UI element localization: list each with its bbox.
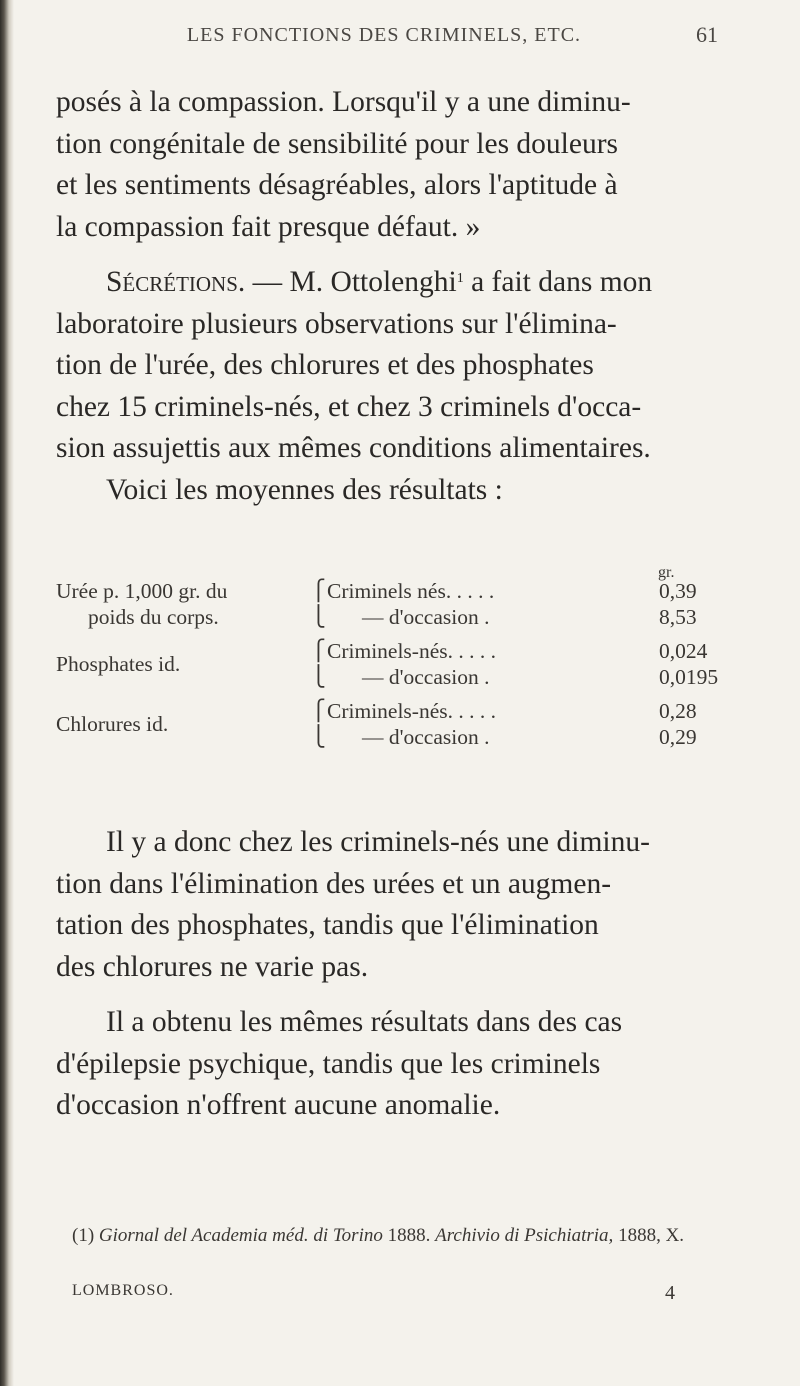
text-line: Il y a donc chez les criminels-nés une diminu- bbox=[106, 826, 650, 858]
text-line: Il a obtenu les mêmes résultats dans des cas bbox=[106, 1006, 623, 1038]
row-label: poids du corps. bbox=[88, 605, 219, 629]
text-line: des chlorures ne varie pas. bbox=[56, 950, 369, 983]
sheet-number: 4 bbox=[665, 1282, 675, 1304]
text-line: sion assujettis aux mêmes conditions alimentaires. bbox=[56, 432, 651, 464]
section-heading: Sécrétions. bbox=[106, 266, 246, 298]
row-description: — d'occasion . bbox=[362, 725, 490, 749]
text-line: d'épilepsie psychique, tandis que les criminels bbox=[56, 1047, 601, 1080]
signature-mark: LOMBROSO. bbox=[72, 1282, 174, 1299]
row-description: Criminels-nés. . . . . bbox=[327, 639, 496, 663]
row-value: 0,29 bbox=[659, 725, 697, 749]
text-line: tation des phosphates, tandis que l'élimination bbox=[56, 909, 599, 941]
table-row bbox=[56, 578, 740, 604]
row-value: 0,0195 bbox=[659, 665, 719, 689]
text-line: laboratoire plusieurs observations sur l'élimina- bbox=[56, 307, 617, 340]
page-number: 61 bbox=[696, 22, 718, 47]
row-value: 0,024 bbox=[659, 639, 708, 663]
footnote-year: 1888. bbox=[382, 1225, 436, 1246]
paragraph-secretions bbox=[56, 262, 740, 511]
brace-glyph: ⎩ bbox=[311, 606, 326, 628]
text-line bbox=[56, 262, 740, 304]
text-line: d'occasion n'offrent aucune anomalie. bbox=[56, 1089, 501, 1121]
footnote-tail: 1888, X. bbox=[613, 1225, 685, 1246]
text-line: la compassion fait presque défaut. » bbox=[56, 210, 481, 243]
running-head: LES FONCTIONS DES CRIMINELS, ETC. bbox=[186, 24, 582, 46]
row-value: 0,39 bbox=[659, 579, 697, 603]
text-line: posés à la compassion. Lorsqu'il y a une diminu- bbox=[56, 86, 631, 118]
row-value: 8,53 bbox=[659, 605, 697, 629]
text-line: chez 15 criminels-nés, et chez 3 criminels d'occa- bbox=[56, 390, 642, 423]
brace-glyph: ⎧ bbox=[311, 640, 326, 662]
table-row bbox=[56, 604, 740, 630]
row-label: Urée p. 1,000 gr. du bbox=[56, 579, 228, 603]
row-label: Phosphates id. bbox=[56, 652, 181, 676]
footnote-archive: Archivio di Psichiatria, bbox=[435, 1225, 614, 1246]
table-row bbox=[56, 664, 740, 690]
table-row bbox=[56, 698, 740, 736]
row-value: 0,28 bbox=[659, 699, 697, 723]
paragraph-compassion bbox=[56, 82, 740, 248]
table-row bbox=[56, 638, 740, 676]
text-run: a fait dans mon bbox=[463, 266, 653, 298]
row-description: — d'occasion . bbox=[362, 605, 490, 629]
footnote-reference: 1 bbox=[456, 271, 464, 286]
footnote-number: (1) bbox=[72, 1225, 95, 1246]
table-row bbox=[56, 724, 740, 750]
row-label: Chlorures id. bbox=[56, 712, 169, 736]
row-description: Criminels nés. . . . . bbox=[327, 579, 495, 603]
brace-glyph: ⎩ bbox=[311, 726, 326, 748]
unit-label: gr. bbox=[658, 564, 675, 581]
text-line: et les sentiments désagréables, alors l'aptitude à bbox=[56, 169, 618, 201]
text-line: tion dans l'élimination des urées et un augmen- bbox=[56, 867, 612, 900]
brace-glyph: ⎧ bbox=[311, 700, 326, 722]
paragraph-conclusion bbox=[56, 822, 740, 988]
row-description: — d'occasion . bbox=[362, 665, 490, 689]
text-line: tion de l'urée, des chlorures et des phosphates bbox=[56, 349, 594, 381]
footnote-journal: Giornal del Academia méd. di Torino bbox=[98, 1225, 383, 1246]
brace-glyph: ⎧ bbox=[311, 580, 326, 602]
paragraph-epilepsy bbox=[56, 1002, 740, 1127]
text-line: Voici les moyennes des résultats : bbox=[106, 473, 503, 506]
page-edge-shadow bbox=[0, 0, 14, 1386]
row-description: Criminels-nés. . . . . bbox=[327, 699, 496, 723]
brace-glyph: ⎩ bbox=[311, 666, 326, 688]
text-line: tion congénitale de sensibilité pour les douleurs bbox=[56, 127, 619, 160]
text-run: — M. Ottolenghi bbox=[245, 266, 457, 298]
footnote bbox=[72, 1224, 752, 1248]
